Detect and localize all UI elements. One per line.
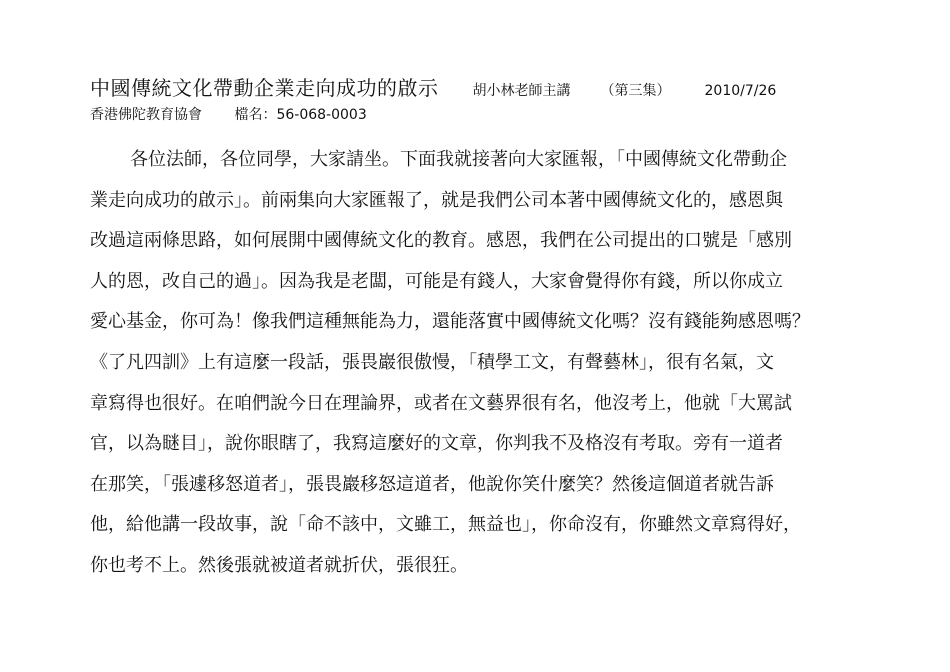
text-line: 各位法師，各位同學，大家請坐。下面我就接著向大家匯報，「中國傳統文化帶動企 (130, 149, 787, 170)
file-number: 檔名：56-068-0003 (234, 107, 367, 123)
text-line: 改過這兩條思路，如何展開中國傳統文化的教育。感恩，我們在公司提出的口號是「感別 (90, 230, 792, 252)
episode-label: （第三集） (600, 83, 671, 99)
document-page (90, 72, 910, 587)
text-line: 在那笑，「張遽移怒道者」，張畏巖移怒這道者，他說你笑什麼笑？然後這個道者就告訴 (90, 473, 774, 495)
transcript-body (90, 140, 910, 587)
text-line: 業走向成功的啟示」。前兩集向大家匯報了，就是我們公司本著中國傳統文化的，感恩與 (90, 189, 783, 211)
text-line: 章寫得也很好。在咱們說今日在理論界，或者在文藝界很有名，他沒考上，他就「大罵試 (90, 392, 792, 414)
organization-name: 香港佛陀教育協會 (90, 107, 202, 123)
text-line: 愛心基金，你可為！像我們這種無能為力，還能落實中國傳統文化嗎？沒有錢能夠感恩嗎？ (90, 311, 810, 333)
document-meta (90, 104, 910, 128)
speaker-credit: 胡小林老師主講 (472, 83, 571, 99)
text-line: 人的恩，改自己的過」。因為我是老闆，可能是有錢人，大家會覺得你有錢，所以你成立 (90, 270, 783, 292)
lecture-date: 2010/7/26 (704, 83, 777, 99)
text-line: 你也考不上。然後張就被道者就折伏，張很狂。 (90, 554, 468, 576)
text-line: 官，以為瞇目」，說你眼瞎了，我寫這麼好的文章，你判我不及格沒有考取。旁有一道者 (90, 433, 783, 455)
document-title: 中國傳統文化帶動企業走向成功的啟示 (90, 76, 439, 100)
text-line: 《了凡四訓》上有這麼一段話，張畏巖很傲慢，「積學工文，有聲藝林」，很有名氣，文 (90, 351, 774, 373)
document-header (90, 72, 910, 106)
text-line: 他，給他講一段故事，說「命不該中，文雖工，無益也」，你命沒有，你雖然文章寫得好， (90, 514, 801, 536)
